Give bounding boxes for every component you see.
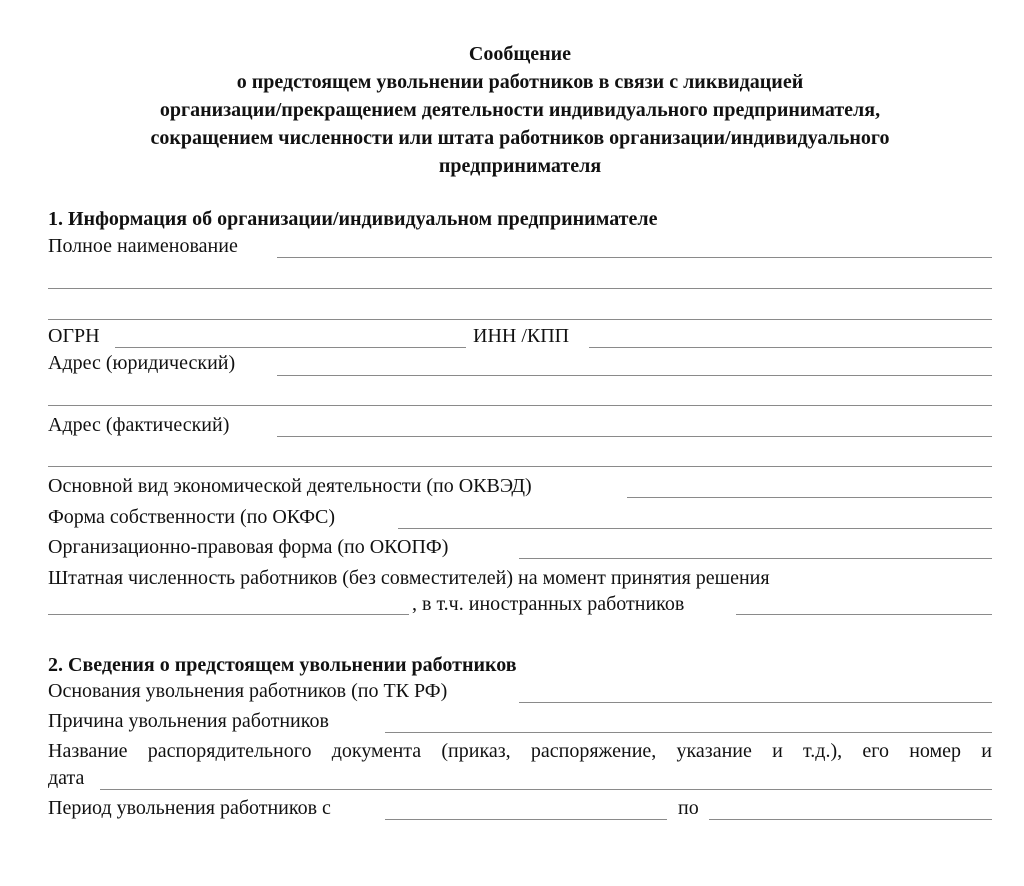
period-from-field[interactable] bbox=[385, 819, 667, 820]
full-name-field-line-2[interactable] bbox=[48, 288, 992, 289]
okved-field[interactable] bbox=[627, 497, 992, 498]
okfs-label: Форма собственности (по ОКФС) bbox=[48, 506, 336, 528]
title-line-3: организации/прекращением деятельности индивидуального предпринимателя, bbox=[159, 99, 881, 121]
actual-address-label: Адрес (фактический) bbox=[48, 414, 230, 436]
okopf-field[interactable] bbox=[519, 558, 992, 559]
legal-address-field-line-2[interactable] bbox=[48, 405, 992, 406]
title-line-1: Сообщение bbox=[468, 43, 572, 65]
ogrn-field[interactable] bbox=[115, 347, 466, 348]
period-to-label: по bbox=[678, 797, 699, 819]
actual-address-field[interactable] bbox=[277, 436, 992, 437]
reason-label: Причина увольнения работников bbox=[48, 710, 329, 732]
reason-field[interactable] bbox=[385, 732, 992, 733]
period-from-label: Период увольнения работников с bbox=[48, 797, 331, 819]
headcount-label: Штатная численность работников (без совместителей) на момент принятия решения bbox=[48, 567, 770, 589]
period-to-field[interactable] bbox=[709, 819, 992, 820]
title-line-5: предпринимателя bbox=[438, 155, 602, 177]
title-line-2: о предстоящем увольнении работников в связи с ликвидацией bbox=[236, 71, 804, 93]
okfs-field[interactable] bbox=[398, 528, 992, 529]
legal-address-label: Адрес (юридический) bbox=[48, 352, 236, 374]
document-label: Название распорядительного документа (приказ, распоряжение, указание и т.д.), его номер и bbox=[48, 740, 992, 762]
headcount-field[interactable] bbox=[48, 614, 409, 615]
okved-label: Основной вид экономической деятельности (по ОКВЭД) bbox=[48, 475, 532, 497]
inn-kpp-label: ИНН /КПП bbox=[473, 325, 570, 347]
title-line-4: сокращением численности или штата работников организации/индивидуального bbox=[150, 127, 890, 149]
grounds-field[interactable] bbox=[519, 702, 992, 703]
full-name-field[interactable] bbox=[277, 257, 992, 258]
section-1-heading: 1. Информация об организации/индивидуальном предпринимателе bbox=[48, 208, 658, 230]
legal-address-field[interactable] bbox=[277, 375, 992, 376]
grounds-label: Основания увольнения работников (по ТК РФ) bbox=[48, 680, 448, 702]
document-field[interactable] bbox=[100, 789, 992, 790]
section-2-heading: 2. Сведения о предстоящем увольнении работников bbox=[48, 654, 517, 676]
ogrn-label: ОГРН bbox=[48, 325, 100, 347]
foreign-workers-label: , в т.ч. иностранных работников bbox=[412, 593, 685, 615]
document-label-continued: дата bbox=[48, 767, 85, 789]
document-title bbox=[70, 40, 970, 180]
full-name-field-line-3[interactable] bbox=[48, 319, 992, 320]
foreign-workers-field[interactable] bbox=[736, 614, 992, 615]
actual-address-field-line-2[interactable] bbox=[48, 466, 992, 467]
full-name-label: Полное наименование bbox=[48, 235, 238, 257]
inn-kpp-field[interactable] bbox=[589, 347, 992, 348]
okopf-label: Организационно-правовая форма (по ОКОПФ) bbox=[48, 536, 449, 558]
